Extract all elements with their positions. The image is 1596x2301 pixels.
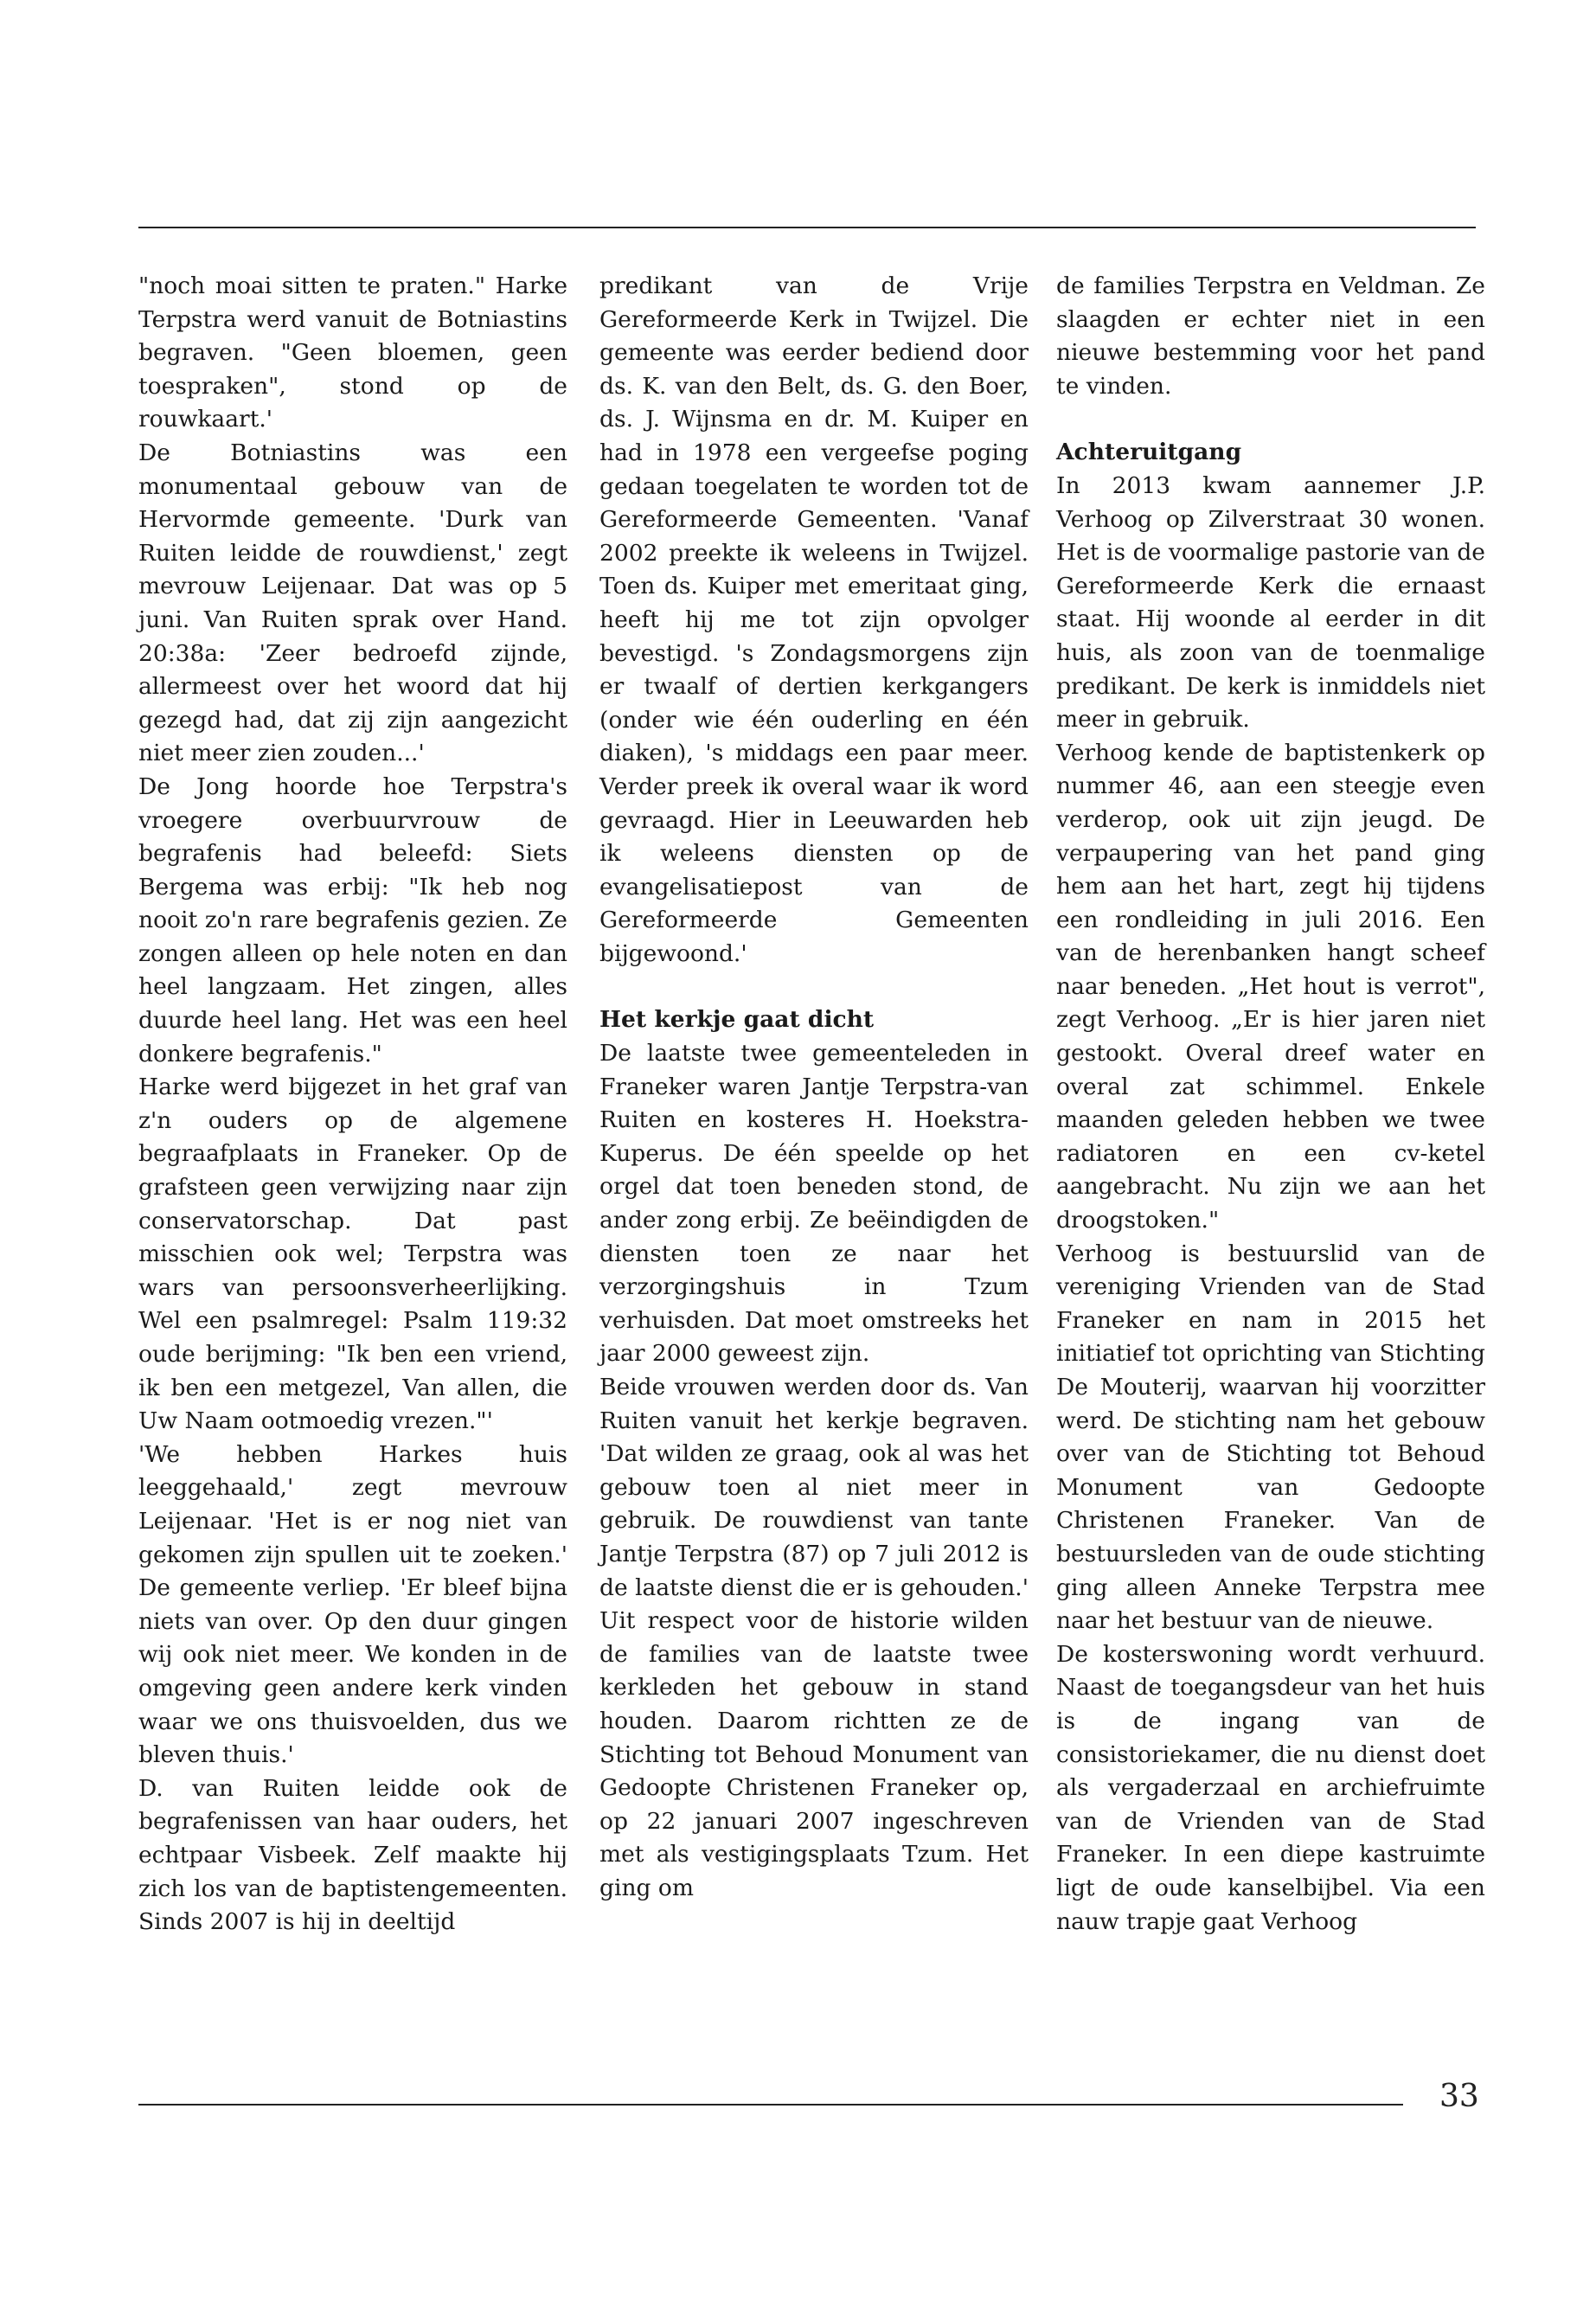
footer-rule (138, 2104, 1403, 2106)
paragraph: D. van Ruiten leidde ook de begrafenissen van haar ouders, het echtpaar Visbeek. Zelf maakte hij zich los van de baptistengemeenten. Sinds 2007 is hij in deeltijd (138, 1774, 567, 1936)
paragraph: Harke werd bijgezet in het graf van z'n ouders op de algemene begraafplaats in Franeker. Op de grafsteen geen verwijzing naar zijn conservatorschap. Dat past misschien ook wel; Terpstra was wars van persoonsverheerlijking. Wel een psalmregel: Psalm 119:32 oude berijming: "Ik ben een vriend, ik ben een metgezel, Van allen, die Uw Naam ootmoedig vrezen."' (138, 1074, 567, 1435)
paragraph: Verhoog kende de baptistenkerk op nummer 46, aan een steegje even verderop, ook uit zijn jeugd. De verpaupering van het pand ging hem aan het hart, zegt hij tijdens een rondleiding in juli 2016. Een van de herenbanken hangt scheef naar beneden. „Het hout is verrot", zegt Verhoog. „Er is hier jaren niet gestookt. Overal dreef water en overal zat schimmel. Enkele maanden geleden hebben we twee radiatoren en een cv-ketel aangebracht. Nu zijn we aan het droogstoken." (1056, 739, 1485, 1234)
paragraph: De laatste twee gemeenteleden in Franeker waren Jantje Terpstra-van Ruiten en kosteres H. Hoekstra-Kuperus. De één speelde op het orgel dat toen beneden stond, de ander zong erbij. Ze beëindigden de diensten toen ze naar het verzorgingshuis in Tzum verhuisden. Dat moet omstreeks het jaar 2000 geweest zijn. (599, 1040, 1029, 1368)
paragraph: In 2013 kwam aannemer J.P. Verhoog op Zilverstraat 30 wonen. Het is de voormalige pastorie van de Gereformeerde Kerk die ernaast staat. Hij woonde al eerder in dit huis, als zoon van de toenmalige predikant. De kerk is inmiddels niet meer in gebruik. (1056, 471, 1485, 734)
section-heading: Het kerkje gaat dicht (599, 1006, 875, 1034)
paragraph: Verhoog is bestuurslid van de vereniging Vrienden van de Stad Franeker en nam in 2015 het initiatief tot oprichting van Stichting De Mouterij, waarvan hij voorzitter werd. De stichting nam het gebouw over van de Stichting tot Behoud Monument van Gedoopte Christenen Franeker. Van de bestuursleden van de oude stichting ging alleen Anneke Terpstra mee naar het bestuur van de nieuwe. (1056, 1240, 1485, 1635)
text-column-2 (599, 270, 1029, 1906)
paragraph: De Jong hoorde hoe Terpstra's vroegere overbuurvrouw de begrafenis had beleefd: Siets Bergema was erbij: "Ik heb nog nooit zo'n rare begrafenis gezien. Ze zongen alleen op hele noten en dan heel langzaam. Het zingen, alles duurde heel lang. Het was een heel donkere begrafenis." (138, 772, 567, 1067)
paragraph: 'We hebben Harkes huis leeggehaald,' zegt mevrouw Leijenaar. 'Het is er nog niet van gekomen zijn spullen uit te zoeken.' De gemeente verliep. 'Er bleef bijna niets van over. Op den duur gingen wij ook niet meer. We konden in de omgeving geen andere kerk vinden waar we ons thuisvoelden, dus we bleven thuis.' (138, 1440, 567, 1769)
paragraph: "noch moai sitten te praten." Harke Terpstra werd vanuit de Botniastins begraven. "Geen bloemen, geen toespraken", stond op de rouwkaart.' (138, 272, 567, 433)
paragraph: De Botniastins was een monumentaal gebouw van de Hervormde gemeente. 'Durk van Ruiten leidde de rouwdienst,' zegt mevrouw Leijenaar. Dat was op 5 juni. Van Ruiten sprak over Hand. 20:38a: 'Zeer bedroefd zijnde, allermeest over het woord dat hij gezegd had, dat zij zijn aangezicht niet meer zien zouden...' (138, 439, 567, 767)
text-column-3 (1056, 270, 1485, 1939)
page-number: 33 (1439, 2079, 1479, 2114)
paragraph: Beide vrouwen werden door ds. Van Ruiten vanuit het kerkje begraven. 'Dat wilden ze graag, ook al was het gebouw toen al niet meer in gebruik. De rouwdienst van tante Jantje Terpstra (87) op 7 juli 2012 is de laatste dienst die er is gehouden.' (599, 1374, 1029, 1601)
section-heading: Achteruitgang (1056, 439, 1242, 466)
paragraph: predikant van de Vrije Gereformeerde Kerk in Twijzel. Die gemeente was eerder bediend door ds. K. van den Belt, ds. G. den Boer, ds. J. Wijnsma en dr. M. Kuiper en had in 1978 een vergeefse poging gedaan toegelaten te worden tot de Gereformeerde Gemeenten. 'Vanaf 2002 preekte ik weleens in Twijzel. Toen ds. Kuiper met emeritaat ging, heeft hij me tot zijn opvolger bevestigd. 's Zondagsmorgens zijn er twaalf of dertien kerkgangers (onder wie één ouderling en één diaken), 's middags een paar meer. Verder preek ik overal waar ik word gevraagd. Hier in Leeuwarden heb ik weleens diensten op de evangelisatiepost van de Gereformeerde Gemeenten bijgewoond.' (599, 272, 1029, 967)
paragraph: De kosterswoning wordt verhuurd. Naast de toegangsdeur van het huis is de ingang van de consistoriekamer, die nu dienst doet als vergaderzaal en archiefruimte van de Vrienden van de Stad Franeker. In een diepe kastruimte ligt de oude kanselbijbel. Via een nauw trapje gaat Verhoog (1056, 1640, 1485, 1935)
paragraph: de families Terpstra en Veldman. Ze slaagden er echter niet in een nieuwe bestemming voor het pand te vinden. (1056, 272, 1485, 400)
text-column-1 (138, 270, 567, 1939)
paragraph: Uit respect voor de historie wilden de families van de laatste twee kerkleden het gebouw in stand houden. Daarom richtten ze de Stichting tot Behoud Monument van Gedoopte Christenen Franeker op, op 22 januari 2007 ingeschreven met als vestigingsplaats Tzum. Het ging om (599, 1607, 1029, 1901)
header-rule (138, 227, 1476, 228)
